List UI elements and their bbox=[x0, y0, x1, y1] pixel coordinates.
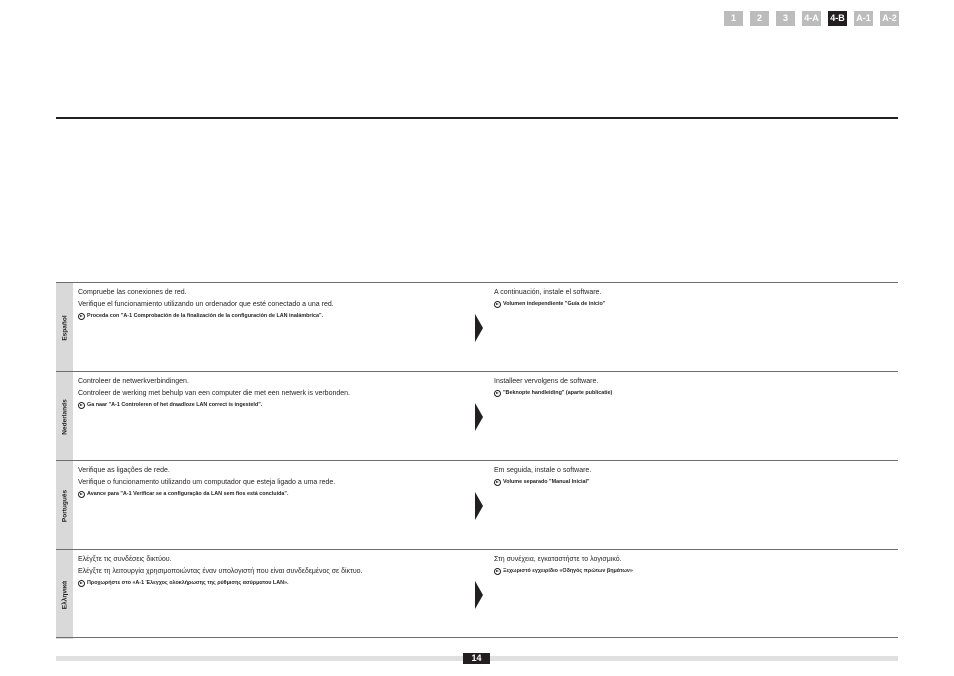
tab-1[interactable]: 1 bbox=[724, 11, 743, 26]
step-heading: Installeer vervolgens de software. bbox=[494, 378, 599, 385]
triangle-arrow-right-icon bbox=[475, 492, 483, 520]
reference-text: Προχωρήστε στο «A-1 Έλεγχος ολοκλήρωσης της ρύθμισης ασύρματου LAN». bbox=[87, 580, 289, 586]
circle-arrow-right-icon bbox=[494, 301, 501, 308]
circle-arrow-right-icon bbox=[78, 402, 85, 409]
reference-link[interactable] bbox=[494, 478, 884, 486]
check-network-column bbox=[78, 377, 468, 409]
step-heading: Verifique as ligações de rede. bbox=[78, 467, 170, 474]
section-dutch bbox=[56, 371, 898, 461]
page-number: 14 bbox=[463, 653, 490, 664]
reference-link[interactable] bbox=[494, 389, 884, 397]
check-network-column bbox=[78, 555, 468, 587]
reference-text: "Beknopte handleiding" (aparte publicatie) bbox=[503, 390, 613, 396]
language-band bbox=[56, 461, 73, 550]
section-portuguese bbox=[56, 460, 898, 550]
step-instruction: Ελέγξτε τη λειτουργία χρησιμοποιώντας έναν υπολογιστή που είναι συνδεδεμένος σε δίκτυο. bbox=[78, 568, 363, 575]
reference-link[interactable] bbox=[78, 579, 468, 587]
reference-text: Proceda con "A-1 Comprobación de la finalización de la configuración de LAN inalámbrica". bbox=[87, 313, 324, 319]
install-software-column bbox=[494, 555, 884, 575]
circle-arrow-right-icon bbox=[78, 313, 85, 320]
circle-arrow-right-icon bbox=[494, 479, 501, 486]
reference-text: Volume separado "Manual Inicial" bbox=[503, 479, 590, 485]
step-heading: Ελέγξτε τις συνδέσεις δικτύου. bbox=[78, 556, 172, 563]
tab-4b[interactable]: 4-B bbox=[828, 11, 847, 26]
reference-link[interactable] bbox=[78, 401, 468, 409]
tab-4a[interactable]: 4-A bbox=[802, 11, 821, 26]
install-software-column bbox=[494, 377, 884, 397]
language-label: Español bbox=[61, 314, 68, 341]
step-instruction: Verifique el funcionamiento utilizando un ordenador que esté conectado a una red. bbox=[78, 301, 334, 308]
reference-text: Ξεχωριστό εγχειρίδιο «Οδηγός πρώτων βημάτων» bbox=[503, 568, 633, 574]
tab-3[interactable]: 3 bbox=[776, 11, 795, 26]
step-heading: Em seguida, instale o software. bbox=[494, 467, 592, 474]
language-label: Português bbox=[61, 489, 68, 522]
install-software-column bbox=[494, 288, 884, 308]
step-heading: Στη συνέχεια, εγκαταστήστε το λογισμικό. bbox=[494, 556, 622, 563]
language-band bbox=[56, 550, 73, 639]
tab-a2[interactable]: A-2 bbox=[880, 11, 899, 26]
reference-text: Avance para "A-1 Verificar se a configuração da LAN sem fios está concluída". bbox=[87, 491, 289, 497]
language-label: Nederlands bbox=[61, 398, 68, 435]
tab-a1[interactable]: A-1 bbox=[854, 11, 873, 26]
header-divider bbox=[56, 117, 898, 119]
check-network-column bbox=[78, 288, 468, 320]
install-software-column bbox=[494, 466, 884, 486]
triangle-arrow-right-icon bbox=[475, 403, 483, 431]
check-network-column bbox=[78, 466, 468, 498]
reference-link[interactable] bbox=[78, 490, 468, 498]
circle-arrow-right-icon bbox=[494, 390, 501, 397]
step-heading: Controleer de netwerkverbindingen. bbox=[78, 378, 189, 385]
content-bottom-divider bbox=[56, 637, 898, 638]
language-band bbox=[56, 283, 73, 372]
reference-link[interactable] bbox=[78, 312, 468, 320]
step-heading: Compruebe las conexiones de red. bbox=[78, 289, 187, 296]
language-label: Ελληνικά bbox=[61, 580, 68, 609]
triangle-arrow-right-icon bbox=[475, 581, 483, 609]
circle-arrow-right-icon bbox=[78, 491, 85, 498]
circle-arrow-right-icon bbox=[78, 580, 85, 587]
reference-link[interactable] bbox=[494, 567, 884, 575]
section-greek bbox=[56, 549, 898, 639]
reference-text: Ga naar "A-1 Controleren of het draadloze LAN correct is ingesteld". bbox=[87, 402, 263, 408]
step-instruction: Controleer de werking met behulp van een computer die met een netwerk is verbonden. bbox=[78, 390, 350, 397]
reference-text: Volumen independiente "Guía de inicio" bbox=[503, 301, 606, 307]
circle-arrow-right-icon bbox=[494, 568, 501, 575]
reference-link[interactable] bbox=[494, 300, 884, 308]
triangle-arrow-right-icon bbox=[475, 314, 483, 342]
section-spanish bbox=[56, 282, 898, 372]
tab-2[interactable]: 2 bbox=[750, 11, 769, 26]
step-instruction: Verifique o funcionamento utilizando um computador que esteja ligado a uma rede. bbox=[78, 479, 336, 486]
language-band bbox=[56, 372, 73, 461]
step-heading: A continuación, instale el software. bbox=[494, 289, 602, 296]
